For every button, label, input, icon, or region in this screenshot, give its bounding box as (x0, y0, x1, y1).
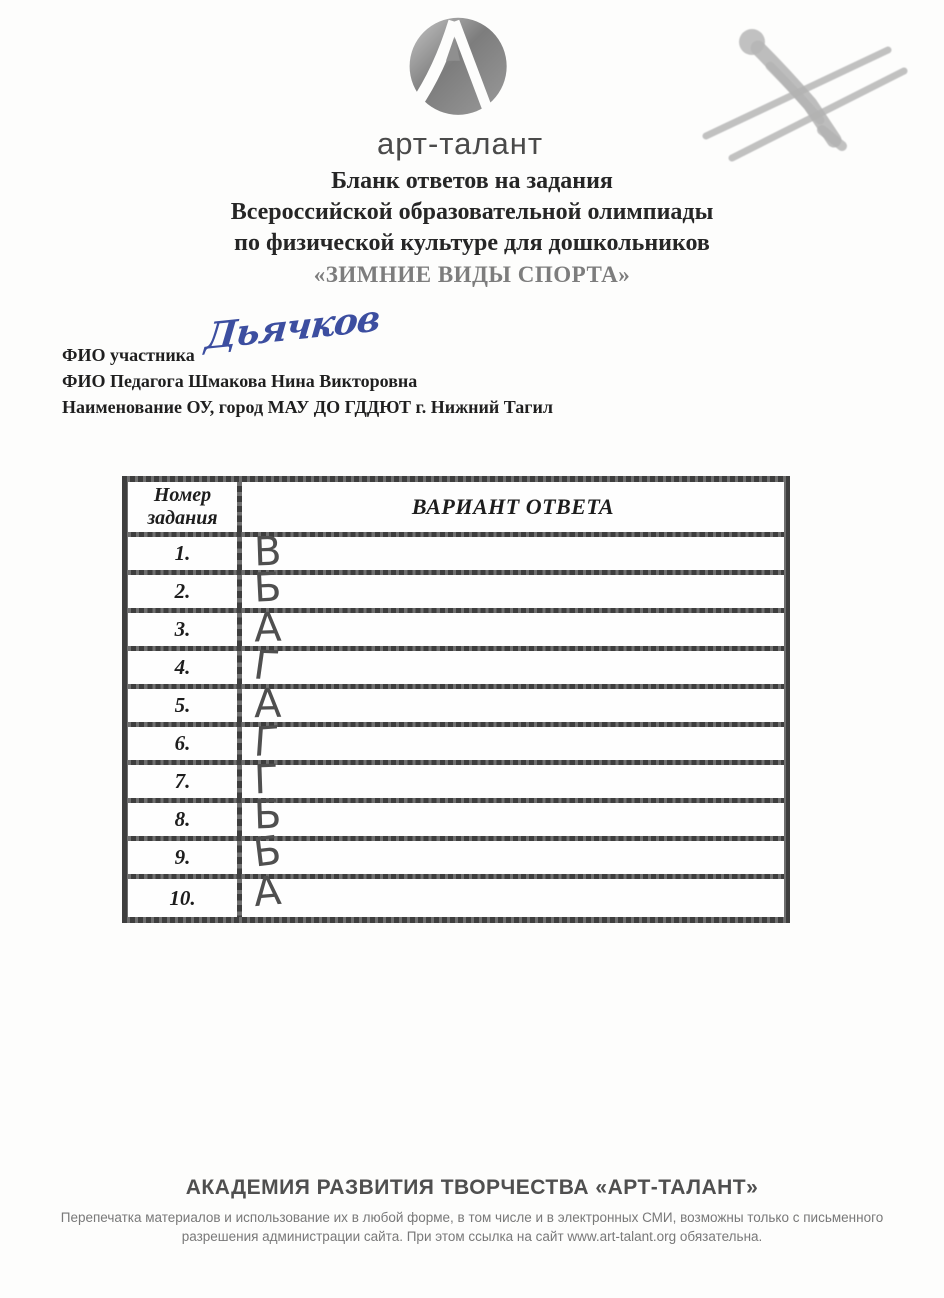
table-header-row (128, 482, 784, 537)
answer-table (122, 476, 790, 923)
title-line-3: по физической культуре для дошкольников (234, 230, 710, 256)
table-row (128, 756, 784, 803)
copyright-fineprint: Перепечатка материалов и использование их в любой форме, в том числе и в электронных СМИ, возможны только с письменного разрешения администрации сайта. При этом ссылка на сайт www.art-talant.org обязательна. (60, 1210, 884, 1244)
answer-cell (242, 827, 784, 877)
academy-name: АКАДЕМИЯ РАЗВИТИЯ ТВОРЧЕСТВА «АРТ-ТАЛАНТ» (185, 1176, 759, 1199)
table-row (128, 867, 784, 917)
table-row (128, 791, 784, 841)
handwritten-answer: А (253, 604, 283, 651)
handwritten-answer: Б (253, 791, 283, 838)
institution-line: Наименование ОУ, город МАУ ДО ГДДЮТ г. Нижний Тагил (62, 397, 553, 417)
task-number-cell: 1. (128, 537, 242, 570)
handwritten-answer: Б (252, 563, 283, 612)
title-block (0, 166, 944, 290)
logo-block (340, 12, 580, 162)
handwritten-answer: Б (250, 827, 284, 877)
table-row (128, 642, 784, 689)
handwritten-answer: А (251, 867, 283, 917)
task-number-cell: 10. (128, 879, 242, 917)
answer-cell (242, 528, 784, 575)
handwritten-answer: Г (250, 642, 282, 689)
table-row (128, 563, 784, 613)
answer-variant-header: ВАРИАНТ ОТВЕТА (411, 494, 615, 519)
art-talant-a-logo-icon (404, 12, 516, 130)
footer (0, 1176, 944, 1246)
table-body (128, 528, 784, 917)
table-row (128, 827, 784, 879)
task-number-cell: 7. (128, 765, 242, 798)
table-row (128, 604, 784, 651)
answer-cell (242, 642, 784, 689)
answer-cell (242, 756, 784, 803)
task-number-cell: 6. (128, 727, 242, 760)
handwritten-answer: В (253, 528, 283, 575)
table-row (128, 528, 784, 575)
answer-cell (242, 680, 784, 727)
task-number-header: Номер задания (128, 482, 242, 532)
table-row (128, 680, 784, 727)
participant-info-block (62, 297, 762, 420)
olympiad-theme: «ЗИМНИЕ ВИДЫ СПОРТА» (313, 262, 631, 287)
task-number-cell: 3. (128, 613, 242, 646)
answer-cell (242, 867, 784, 917)
answer-cell (242, 717, 784, 766)
title-line-1: Бланк ответов на задания (331, 168, 613, 194)
task-number-cell: 8. (128, 803, 242, 836)
task-number-cell: 4. (128, 651, 242, 684)
ski-jumper-image (692, 8, 920, 170)
answer-cell (242, 604, 784, 651)
participant-name-handwritten: Дьячков (203, 297, 382, 359)
task-number-cell: 2. (128, 575, 242, 608)
title-line-2: Всероссийской образовательной олимпиады (230, 199, 714, 225)
table-row (128, 717, 784, 766)
answer-cell (242, 563, 784, 612)
answer-cell (242, 791, 784, 838)
task-number-cell: 5. (128, 689, 242, 722)
participant-line (62, 297, 762, 368)
handwritten-answer: Г (253, 756, 280, 803)
participant-label: ФИО участника (62, 345, 195, 365)
handwritten-answer: А (253, 680, 282, 727)
pedagog-line: ФИО Педагога Шмакова Нина Викторовна (62, 371, 418, 391)
handwritten-answer: Г (252, 717, 280, 766)
logo-text: арт-талант (376, 126, 544, 161)
task-number-cell: 9. (128, 841, 242, 874)
